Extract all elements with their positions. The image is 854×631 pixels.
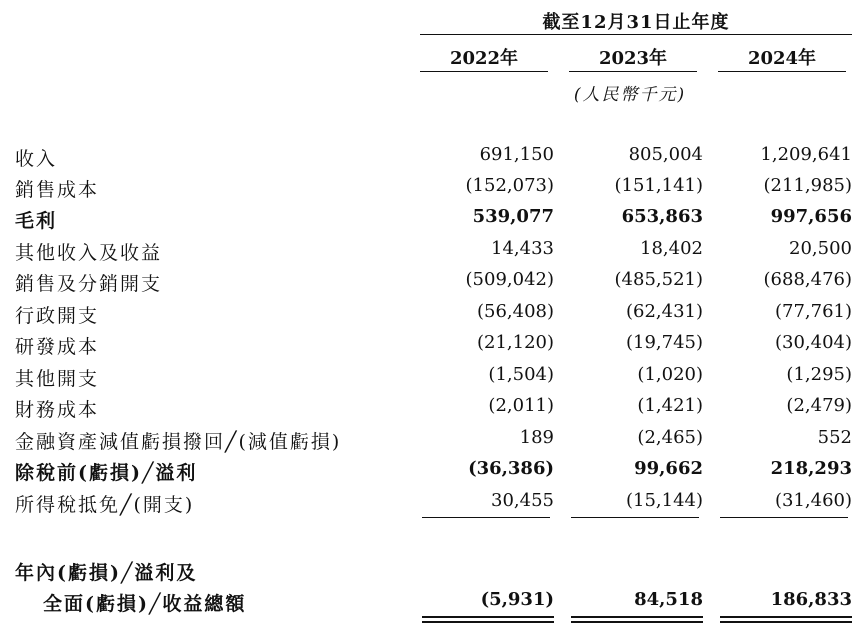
row-value: (509,042) xyxy=(465,269,554,290)
period-heading: 截至12月31日止年度 xyxy=(542,12,730,33)
total-double-rule-2023-top xyxy=(571,616,703,618)
year-underline-2022 xyxy=(420,71,548,72)
row-value: (77,761) xyxy=(774,301,852,322)
year-underline-2024 xyxy=(718,71,846,72)
row-value: 1,209,641 xyxy=(760,144,852,165)
row-value: (15,144) xyxy=(625,490,703,511)
row-label-gross-profit: 毛利 xyxy=(15,210,58,232)
row-value: (151,141) xyxy=(614,175,703,196)
row-value: 20,500 xyxy=(789,238,852,259)
row-value: 539,077 xyxy=(472,206,554,227)
total-value: (5,931) xyxy=(480,589,554,610)
row-value: 997,656 xyxy=(770,206,852,227)
total-value: 84,518 xyxy=(634,589,703,610)
row-value: (1,020) xyxy=(637,364,703,385)
row-value: 552 xyxy=(817,427,852,448)
row-value: (62,431) xyxy=(625,301,703,322)
subtotal-rule-2024 xyxy=(720,517,848,518)
row-label-cost-of-sales: 銷售成本 xyxy=(15,179,100,201)
row-value: (30,404) xyxy=(774,332,852,353)
row-value: (19,745) xyxy=(625,332,703,353)
total-double-rule-2024-bottom xyxy=(720,621,852,623)
total-double-rule-2023-bottom xyxy=(571,621,703,623)
year-header-2023: 2023年 xyxy=(598,48,668,69)
row-label-income-tax: 所得稅抵免╱(開支) xyxy=(15,494,195,516)
period-underline xyxy=(420,34,852,35)
row-value: (211,985) xyxy=(763,175,852,196)
total-value: 186,833 xyxy=(770,589,852,610)
row-value: 99,662 xyxy=(634,458,703,479)
subtotal-rule-2022 xyxy=(422,517,550,518)
year-header-2024: 2024年 xyxy=(747,48,817,69)
row-value: (688,476) xyxy=(763,269,852,290)
row-label-revenue: 收入 xyxy=(15,148,58,170)
row-value: 653,863 xyxy=(621,206,703,227)
total-label-line1: 年內(虧損)╱溢利及 xyxy=(15,562,198,584)
year-header-2022: 2022年 xyxy=(449,48,519,69)
row-value: (1,295) xyxy=(786,364,852,385)
year-underline-2023 xyxy=(569,71,697,72)
subtotal-rule-2023 xyxy=(571,517,699,518)
row-value: (36,386) xyxy=(468,458,554,479)
row-label-other-expenses: 其他開支 xyxy=(15,368,100,390)
row-value: (485,521) xyxy=(614,269,703,290)
row-label-impairment: 金融資產減值虧損撥回╱(減值虧損) xyxy=(15,431,342,453)
row-value: (21,120) xyxy=(476,332,554,353)
row-label-selling-expenses: 銷售及分銷開支 xyxy=(15,273,163,295)
row-value: 691,150 xyxy=(479,144,554,165)
row-label-rd-costs: 研發成本 xyxy=(15,336,100,358)
total-label-line2: 全面(虧損)╱收益總額 xyxy=(43,593,247,615)
currency-unit: (人民幣千元) xyxy=(573,85,687,105)
row-label-profit-before-tax: 除稅前(虧損)╱溢利 xyxy=(15,462,198,484)
row-value: 218,293 xyxy=(770,458,852,479)
total-double-rule-2022-top xyxy=(422,616,554,618)
row-value: 189 xyxy=(519,427,554,448)
row-value: (2,479) xyxy=(786,395,852,416)
row-value: 18,402 xyxy=(640,238,703,259)
row-value: 805,004 xyxy=(628,144,703,165)
row-value: (31,460) xyxy=(774,490,852,511)
row-label-other-income: 其他收入及收益 xyxy=(15,242,163,264)
total-double-rule-2022-bottom xyxy=(422,621,554,623)
row-value: (2,465) xyxy=(637,427,703,448)
total-double-rule-2024-top xyxy=(720,616,852,618)
row-value: (1,504) xyxy=(488,364,554,385)
row-value: 14,433 xyxy=(491,238,554,259)
row-label-admin-expenses: 行政開支 xyxy=(15,305,100,327)
row-value: (56,408) xyxy=(476,301,554,322)
row-label-finance-costs: 財務成本 xyxy=(15,399,100,421)
row-value: (1,421) xyxy=(637,395,703,416)
row-value: 30,455 xyxy=(491,490,554,511)
row-value: (2,011) xyxy=(488,395,554,416)
row-value: (152,073) xyxy=(465,175,554,196)
